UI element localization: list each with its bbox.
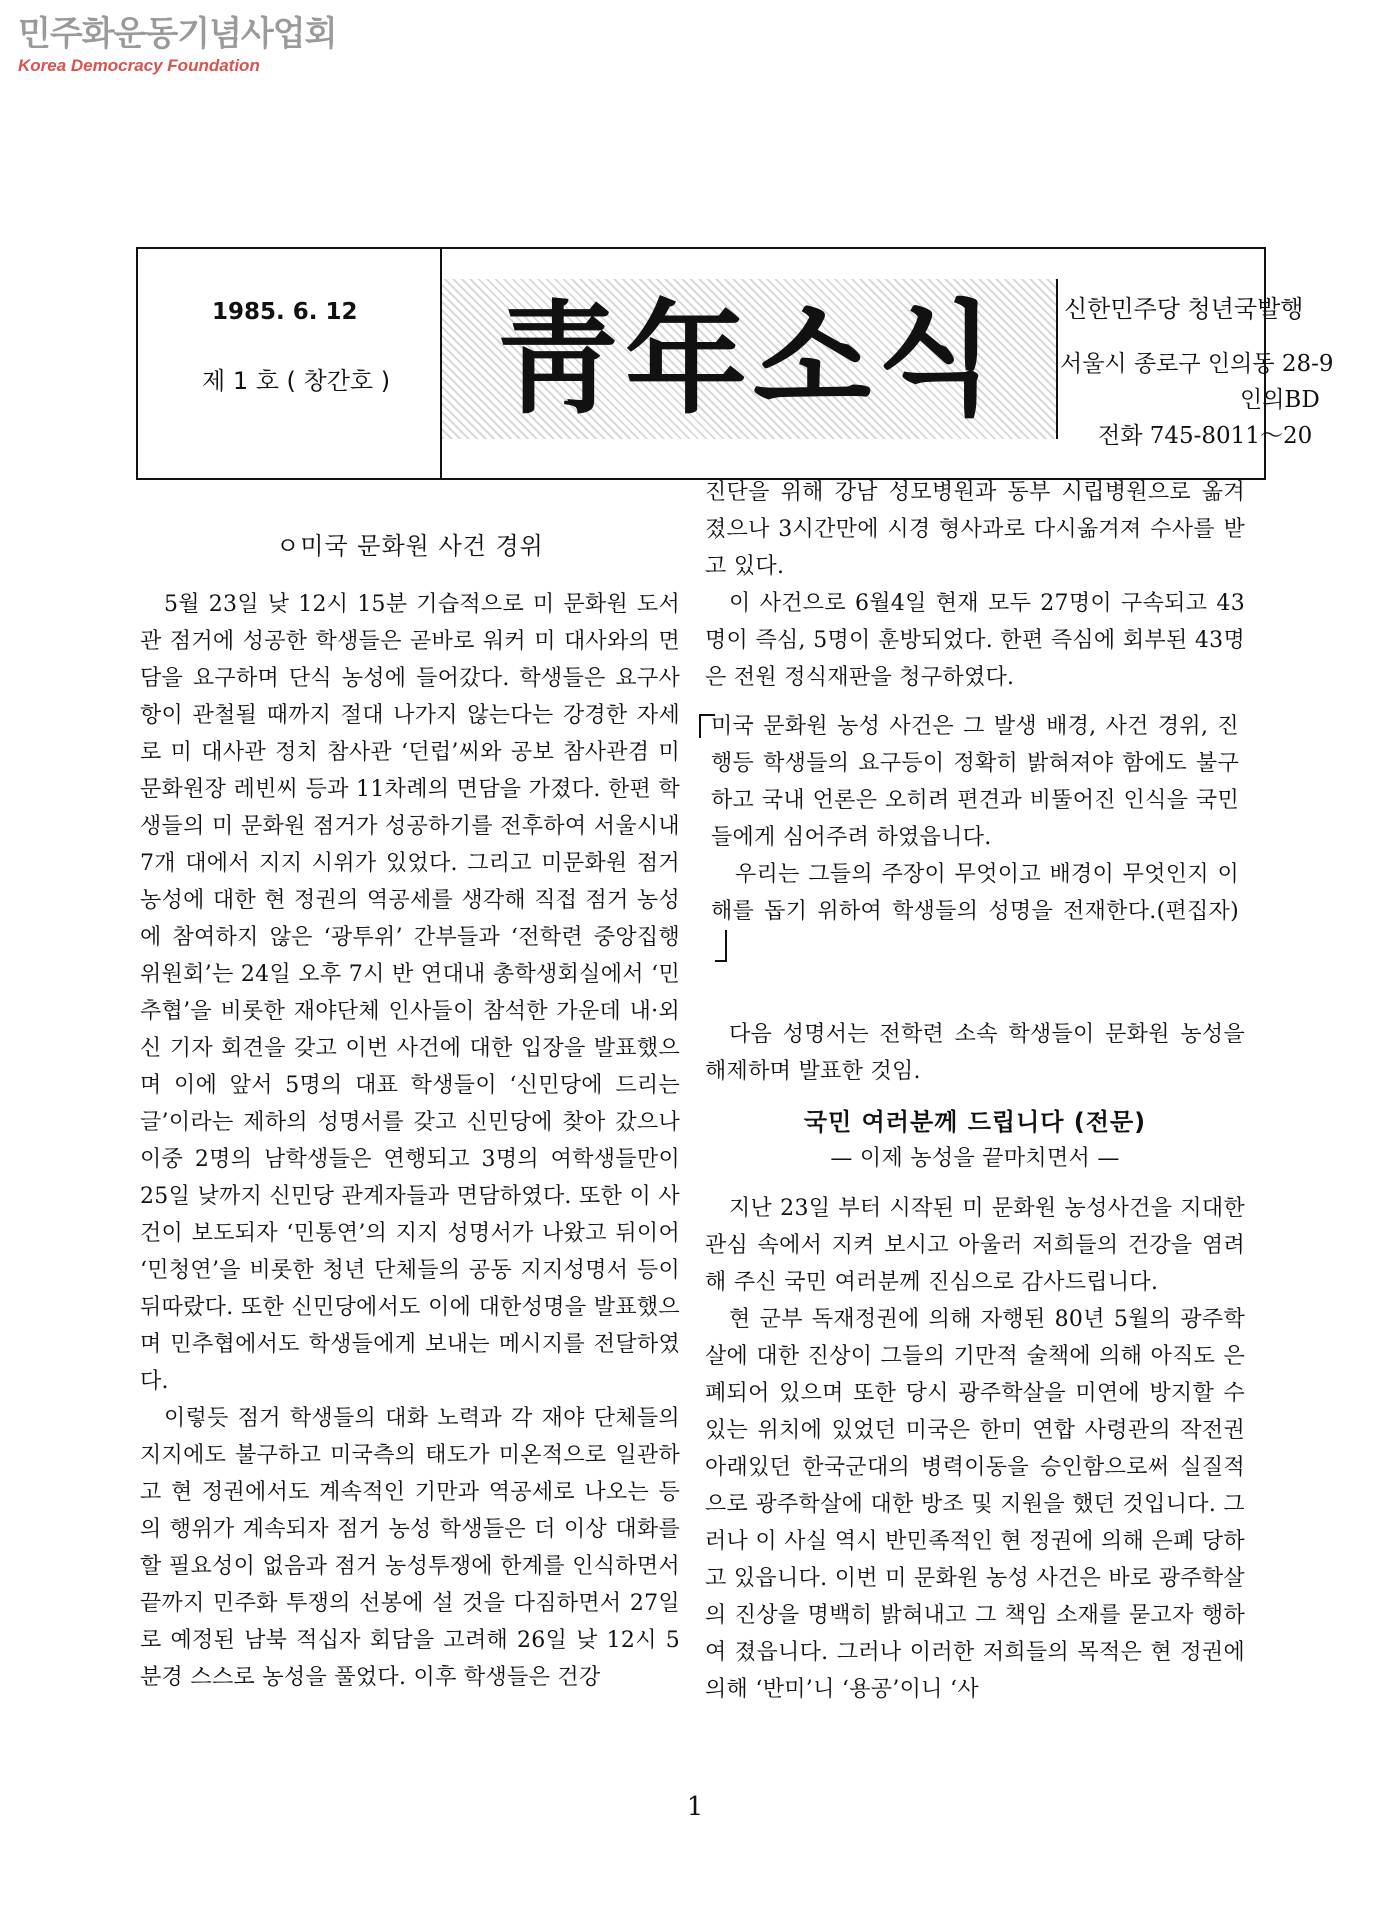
arrest-paragraph: 이 사건으로 6월4일 현재 모두 27명이 구속되고 43명이 즉심, 5명이 훈방되었다. 한편 즉심에 회부된 43명은 전원 정식재판을 청구하였다. [705,591,1245,690]
left-column [140,518,680,1696]
watermark-korean: 민주화운동기념사업회 [18,14,337,54]
masthead-right-panel [1060,249,1334,478]
statement-title: 국민 여러분께 드립니다 (전문) [803,1108,1147,1136]
editor-note-paragraph [711,856,1239,968]
newsletter-masthead [136,247,1334,480]
issue-date: 1985. 6. 12 [212,299,358,325]
statement-paragraph: 지난 23일 부터 시작된 미 문화원 농성사건을 지대한 관심 속에서 지켜 보시고 아울러 저희들의 건강을 염려해 주신 국민 여러분께 진심으로 감사드립니다. [705,1196,1245,1295]
right-column [705,474,1245,1708]
masthead-left-panel [138,249,442,478]
building: 인의BD [1240,387,1320,413]
bracket-open-mark [699,714,715,738]
editor-note-text: 우리는 그들의 주장이 무엇이고 배경이 무엇인지 이해를 돕기 위하여 학생들의 성명을 전재한다.(편집자) [711,862,1239,924]
phone: 전화 745-8011～20 [1098,423,1313,449]
editor-note [705,708,1245,968]
address: 서울시 종로구 인의동 28-9 [1060,351,1334,377]
watermark-logo [18,14,336,76]
statement-subtitle: — 이제 농성을 끝마치면서 — [830,1146,1120,1171]
statement-intro: 다음 성명서는 전학련 소속 학생들이 문화원 농성을 해제하며 발표한 것임. [705,1022,1245,1084]
editor-note-paragraph: 미국 문화원 농성 사건은 그 발생 배경, 사건 경위, 진행등 학생들의 요구등이 정확히 밝혀져야 함에도 불구하고 국내 언론은 오히려 편견과 비뚤어진 인식을 국민들에게 심어주려 하였읍니다. [711,714,1239,850]
bracket-close-mark [715,930,727,962]
newsletter-logo-text: 靑年소식 [497,287,1001,431]
article-heading: ㅇ미국 문화원 사건 경위 [276,532,544,560]
statement-paragraph: 현 군부 독재정권에 의해 자행된 80년 5월의 광주학살에 대한 진상이 그들의 기만적 술책에 의해 아직도 은폐되어 있으며 또한 당시 광주학살을 미연에 방지할 수 있는 위치에 있었던 미국은 한미 연합 사령관의 작전권 아래있던 한국군대의 병력이동을 승인함으로써 실질적으로 광주학살에 대한 방조 및 지원을 했던 것입니다. 그러나 이 사실 역시 반민족적인 현 정권에 의해 은폐 당하고 있읍니다. 이번 미 문화원 농성 사건은 바로 광주학살의 진상을 명백히 밝혀내고 그 책임 소재를 묻고자 행하여 졌읍니다. 그러나 이러한 저희들의 목적은 현 정권에 의해 ‘반미’니 ‘용공’이니 ‘사 [705,1307,1245,1702]
article-continuation: 진단을 위해 강남 성모병원과 동부 시립병원으로 옮겨 졌으나 3시간만에 시경 형사과로 다시옮겨져 수사를 받고 있다. [705,480,1245,579]
article-paragraph: 5월 23일 낮 12시 15분 기습적으로 미 문화원 도서관 점거에 성공한 학생들은 곧바로 워커 미 대사와의 면담을 요구하며 단식 농성에 들어갔다. 학생들은 요구사항이 관철될 때까지 절대 나가지 않는다는 강경한 자세로 미 대사관 정치 참사관 ‘던럽’씨와 공보 참사관겸 미문화원장 레빈씨 등과 11차례의 면담을 가졌다. 한편 학생들의 미 문화원 점거가 성공하기를 전후하여 서울시내 7개 대에서 지지 시위가 있었다. 그리고 미문화원 점거 농성에 대한 현 정권의 역공세를 생각해 직접 점거 농성에 참여하지 않은 ‘광투위’ 간부들과 ‘전학련 중앙집행 위원회’는 24일 오후 7시 반 연대내 총학생회실에서 ‘민추협’을 비롯한 재야단체 인사들이 참석한 가운데 내·외신 기자 회견을 갖고 이번 사건에 대한 입장을 발표했으며 이에 앞서 5명의 대표 학생들이 ‘신민당에 드리는 글’이라는 제하의 성명서를 갖고 신민당에 찾아 갔으나 이중 2명의 남학생들은 연행되고 3명의 여학생들만이 25일 낮까지 신민당 관계자들과 면담하였다. 또한 이 사건이 보도되자 ‘민통연’의 지지 성명서가 나왔고 뒤이어 ‘민청연’을 비롯한 청년 단체들의 공동 지지성명서 등이 뒤따랐다. 또한 신민당에서도 이에 대한성명을 발표했으며 민추협에서도 학생들에게 보내는 메시지를 전달하였다. [140,592,680,1394]
watermark-english: Korea Democracy Foundation [18,56,260,75]
article-paragraph: 이렇듯 점거 학생들의 대화 노력과 각 재야 단체들의 지지에도 불구하고 미국측의 태도가 미온적으로 일관하고 현 정권에서도 계속적인 기만과 역공세로 나오는 등의 행위가 계속되자 점거 농성 학생들은 더 이상 대화를 할 필요성이 없음과 점거 농성투쟁에 한계를 인식하면서 끝까지 민주화 투쟁의 선봉에 설 것을 다짐하면서 27일로 예정된 남북 적십자 회담을 고려해 26일 낮 12시 5분경 스스로 농성을 풀었다. 이후 학생들은 건강 [140,1406,680,1690]
page-number: 1 [686,1792,704,1822]
publisher: 신한민주당 청년국발행 [1064,295,1304,323]
newsletter-logo [442,279,1058,439]
issue-number: 제 1 호 ( 창간호 ) [202,367,391,395]
